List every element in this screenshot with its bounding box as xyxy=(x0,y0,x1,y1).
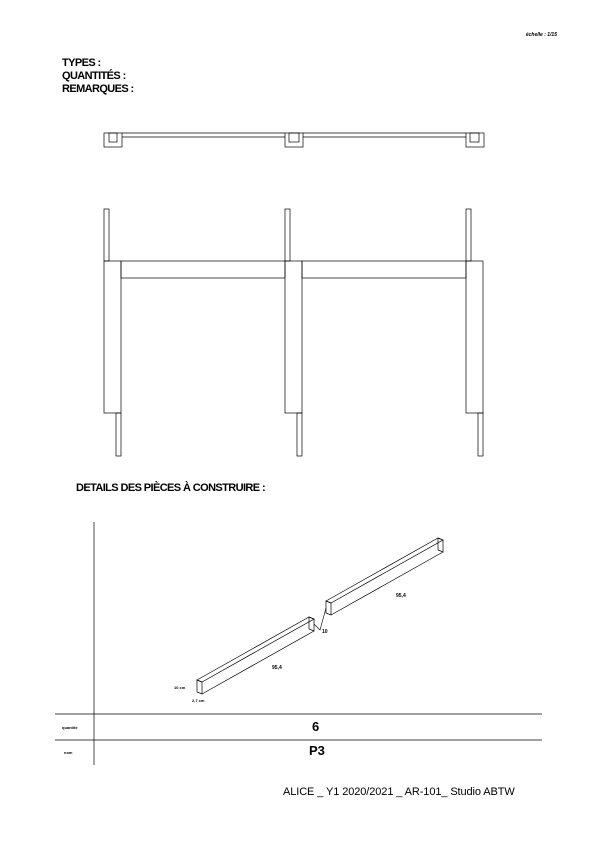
details-title: DETAILS DES PIÈCES À CONSTRUIRE : xyxy=(76,482,266,494)
detail-table-lines xyxy=(55,522,542,765)
name-label: nom xyxy=(64,750,73,755)
footer-text: ALICE _ Y1 2020/2021 _ AR-101_ Studio ABTW xyxy=(283,786,515,798)
elevation-view xyxy=(104,209,483,456)
length-left-label: 95,4 xyxy=(272,665,282,671)
piece-drawings xyxy=(197,538,443,694)
length-right-label: 95,4 xyxy=(396,593,406,599)
remarks-label: REMARQUES : xyxy=(62,83,134,95)
quantity-value: 6 xyxy=(312,719,320,734)
gap-label: 10 xyxy=(322,629,328,635)
height-label: 10 cm xyxy=(174,685,186,690)
scale-label: échelle : 1/15 xyxy=(525,32,557,38)
types-label: TYPES : xyxy=(62,57,101,69)
thickness-label: 2,7 cm xyxy=(192,698,205,703)
name-value: P3 xyxy=(309,743,325,758)
quantity-label: quantité xyxy=(62,725,78,730)
plan-view xyxy=(104,133,484,147)
quantities-label: QUANTITÉS : xyxy=(62,70,126,82)
